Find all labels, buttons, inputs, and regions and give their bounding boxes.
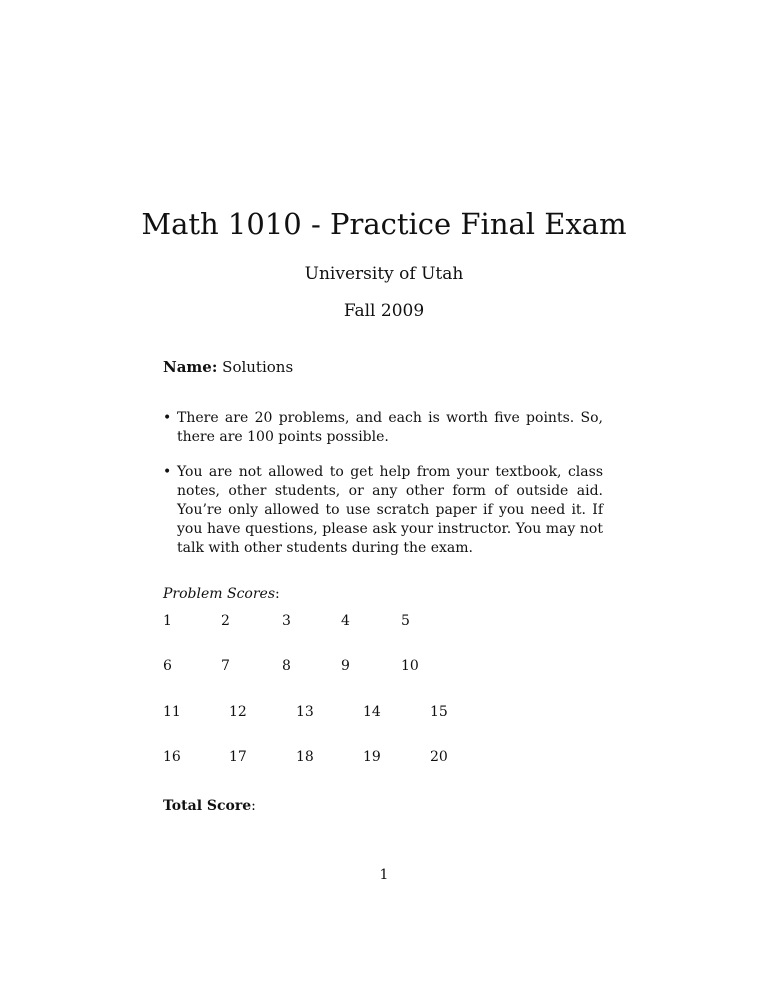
problem-score-20: 20 xyxy=(430,749,448,765)
name-label: Name: xyxy=(163,358,218,376)
problem-score-14: 14 xyxy=(363,704,381,720)
problem-score-10: 10 xyxy=(401,658,419,674)
instruction-text: You are not allowed to get help from your textbook, class notes, other students, or any other form of outside aid. You’re only allowed to use scratch paper if you need it. If you have questions, please ask your instructor. You may not talk with other students during the exam. xyxy=(177,464,603,556)
problem-score-2: 2 xyxy=(221,613,230,629)
instruction-item xyxy=(163,463,603,558)
problem-score-17: 17 xyxy=(229,749,247,765)
problem-score-5: 5 xyxy=(401,613,410,629)
bullet-icon: • xyxy=(163,464,172,480)
problem-score-1: 1 xyxy=(163,613,172,629)
exam-term: Fall 2009 xyxy=(343,301,425,321)
problem-score-18: 18 xyxy=(296,749,314,765)
problem-score-15: 15 xyxy=(430,704,448,720)
problem-score-13: 13 xyxy=(296,704,314,720)
instructions-list xyxy=(163,409,603,574)
problem-score-3: 3 xyxy=(282,613,291,629)
problem-score-19: 19 xyxy=(363,749,381,765)
problem-score-4: 4 xyxy=(341,613,350,629)
problem-scores-label: Problem Scores: xyxy=(163,586,280,602)
university-name: University of Utah xyxy=(304,264,464,284)
problem-score-12: 12 xyxy=(229,704,247,720)
total-score-label: Total Score: xyxy=(163,798,256,814)
instruction-text: There are 20 problems, and each is worth five points. So, there are 100 points possible. xyxy=(177,410,603,445)
name-value: Solutions xyxy=(222,358,294,376)
page-number: 1 xyxy=(379,867,389,883)
problem-score-6: 6 xyxy=(163,658,172,674)
instruction-item xyxy=(163,409,603,447)
problem-score-7: 7 xyxy=(221,658,230,674)
bullet-icon: • xyxy=(163,410,172,426)
problem-score-11: 11 xyxy=(163,704,181,720)
name-field xyxy=(163,357,293,377)
problem-score-9: 9 xyxy=(341,658,350,674)
problem-score-8: 8 xyxy=(282,658,291,674)
problem-score-16: 16 xyxy=(163,749,181,765)
exam-title: Math 1010 - Practice Final Exam xyxy=(141,207,627,241)
